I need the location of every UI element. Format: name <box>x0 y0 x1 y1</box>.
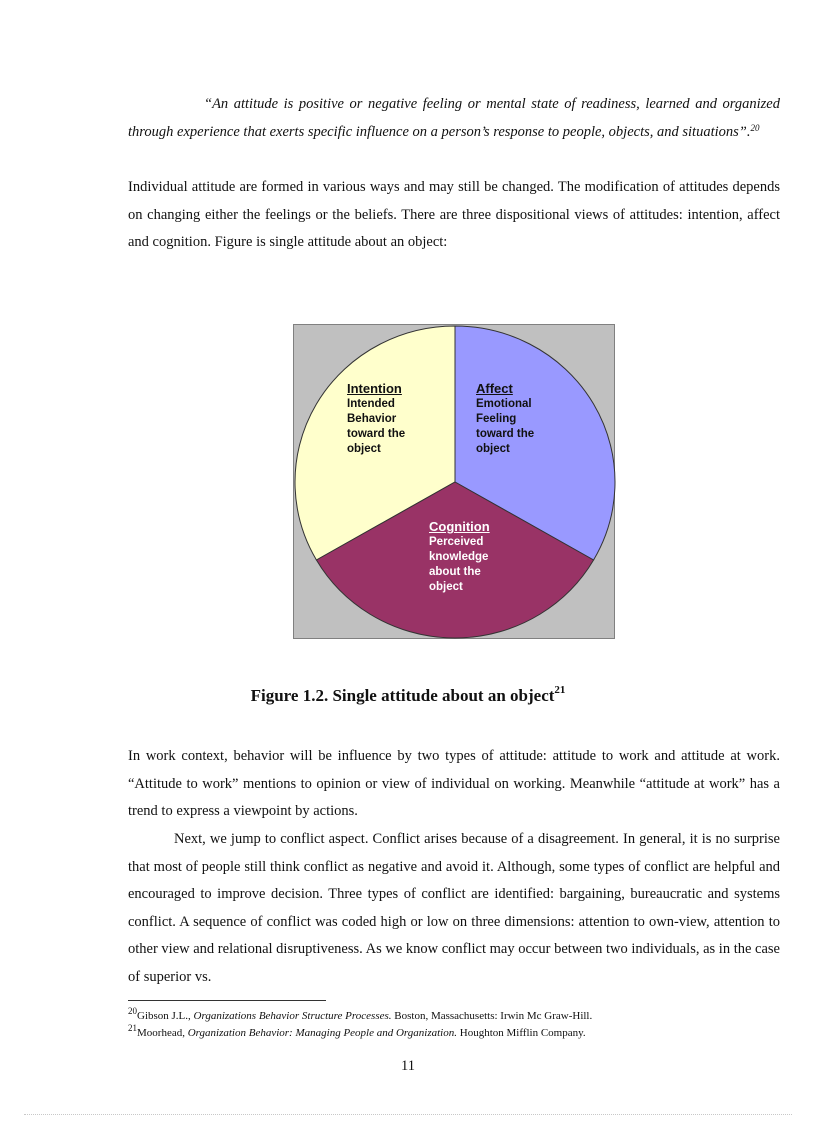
conflict-paragraph: Next, we jump to conflict aspect. Conflict arises because of a disagreement. In general, it is no surprise that most of people still think conflict as negative and avoid it. Although, some types of conflict are helpful and encouraged to improve decision. Three types of conflict are identified: bargaining, bureaucratic and systems conflict. A sequence of conflict was coded high or low on three dimensions: attention to own-view, attention to other view and relational disruptiveness. As we know conflict may occur between two individuals, as in the case of superior vs. <box>128 831 780 985</box>
quote-paragraph <box>128 91 780 146</box>
affect-label <box>476 381 534 457</box>
cognition-line: object <box>429 581 463 593</box>
figure-caption <box>0 686 816 706</box>
page-bottom-border <box>24 1114 792 1115</box>
footnote-title: Organization Behavior: Managing People and Organization. <box>187 1027 457 1039</box>
cognition-line: knowledge <box>429 551 489 563</box>
affect-title: Affect <box>476 381 513 396</box>
affect-line: toward the <box>476 428 535 440</box>
footnote-21 <box>128 1023 788 1040</box>
footnote-20 <box>128 1006 788 1023</box>
footnote-number: 20 <box>128 1006 137 1016</box>
intention-line: Intended <box>347 398 395 410</box>
intention-line: object <box>347 443 381 455</box>
cognition-line: Perceived <box>429 536 484 548</box>
work-attitude-paragraph: In work context, behavior will be influence by two types of attitude: attitude to work and attitude at work. “Attitude to work” mentions to opinion or view of individual on working. Meanwhile “attitude at work” has a trend to express a viewpoint by actions. <box>128 748 780 819</box>
cognition-label <box>429 519 490 595</box>
affect-line: object <box>476 443 510 455</box>
intro-paragraph: Individual attitude are formed in various ways and may still be changed. The modification of attitudes depends on changing either the feelings or the beliefs. There are three dispositional views of attitudes: intention, affect and cognition. Figure is single attitude about an object: <box>128 179 780 250</box>
figure-caption-text: Figure 1.2. Single attitude about an object <box>250 686 555 705</box>
intention-line: toward the <box>347 428 406 440</box>
intention-label <box>347 381 405 457</box>
footnote-title: Organizations Behavior Structure Processes. <box>193 1010 392 1022</box>
footnote-publisher: Houghton Mifflin Company. <box>457 1027 586 1039</box>
cognition-title: Cognition <box>429 519 490 534</box>
quote-text: “An attitude is positive or negative feeling or mental state of readiness, learned and organized through experience that exerts specific influence on a person’s response to people, objects, and situations”. <box>128 96 780 140</box>
quote-footnote-ref: 20 <box>750 122 760 133</box>
footnote-separator <box>128 1000 326 1001</box>
attitude-pie-figure <box>293 324 615 639</box>
affect-line: Emotional <box>476 398 532 410</box>
intention-title: Intention <box>347 381 402 396</box>
figure-caption-footnote-ref: 21 <box>554 684 566 696</box>
page-number: 11 <box>401 1058 415 1074</box>
footnote-author: Moorhead, <box>137 1027 188 1039</box>
footnote-number: 21 <box>128 1023 137 1033</box>
footnote-author: Gibson J.L., <box>137 1010 194 1022</box>
intention-line: Behavior <box>347 413 397 425</box>
footnote-publisher: Boston, Massachusetts: Irwin Mc Graw-Hill. <box>391 1010 593 1022</box>
cognition-line: about the <box>429 566 481 578</box>
affect-line: Feeling <box>476 413 517 425</box>
